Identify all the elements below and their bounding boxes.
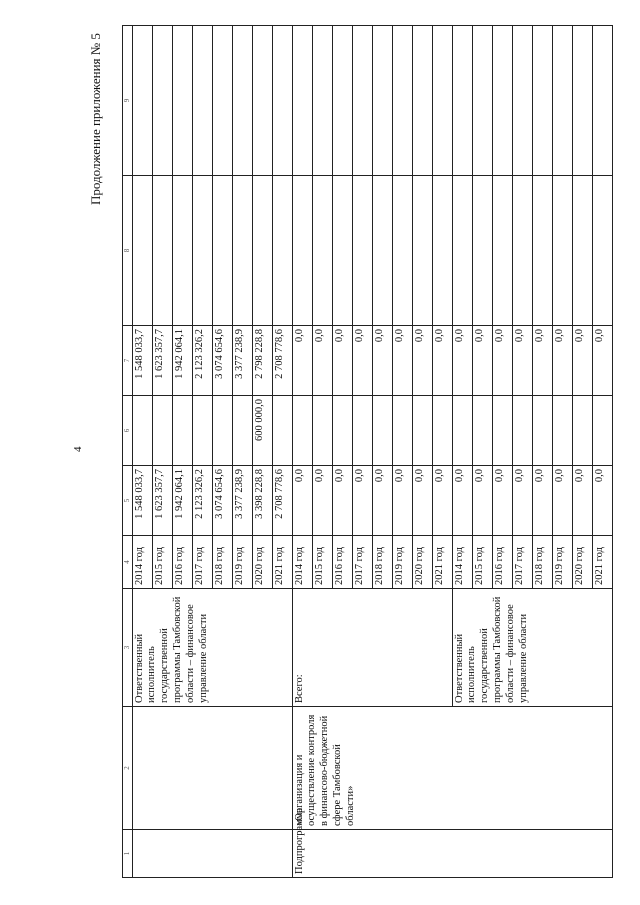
other-amount-cell xyxy=(132,26,152,176)
program-label-cell xyxy=(132,830,292,878)
federal-amount-cell xyxy=(192,396,212,466)
regional-amount-cell: 0,0 xyxy=(412,326,432,396)
column-number-row xyxy=(123,26,133,878)
column-number: 8 xyxy=(123,176,133,326)
local-amount-cell xyxy=(352,176,372,326)
regional-amount-cell: 1 548 033,7 xyxy=(132,326,152,396)
year-cell: 2021 год xyxy=(272,536,292,589)
other-amount-cell xyxy=(152,26,172,176)
local-amount-cell xyxy=(372,176,392,326)
column-number: 3 xyxy=(123,589,133,707)
local-amount-cell xyxy=(172,176,192,326)
local-amount-cell xyxy=(512,176,532,326)
table-row xyxy=(132,26,152,878)
year-cell: 2018 год xyxy=(372,536,392,589)
regional-amount-cell: 1 623 357,7 xyxy=(152,326,172,396)
budget-table xyxy=(122,25,613,878)
other-amount-cell xyxy=(572,26,592,176)
local-amount-cell xyxy=(432,176,452,326)
total-amount-cell: 0,0 xyxy=(572,466,592,536)
other-amount-cell xyxy=(312,26,332,176)
budget-table-container xyxy=(122,26,625,878)
local-amount-cell xyxy=(532,176,552,326)
regional-amount-cell: 0,0 xyxy=(332,326,352,396)
column-number: 1 xyxy=(123,830,133,878)
other-amount-cell xyxy=(392,26,412,176)
total-amount-cell: 0,0 xyxy=(312,466,332,536)
other-amount-cell xyxy=(532,26,552,176)
federal-amount-cell xyxy=(532,396,552,466)
total-amount-cell: 1 548 033,7 xyxy=(132,466,152,536)
other-amount-cell xyxy=(452,26,472,176)
program-name-cell xyxy=(132,707,292,830)
year-cell: 2021 год xyxy=(592,536,612,589)
page-number: 4 xyxy=(72,446,84,452)
other-amount-cell xyxy=(252,26,272,176)
other-amount-cell xyxy=(512,26,532,176)
executor-cell: Ответственный исполнитель государственной программы Тамбовской области – финансовое управление области xyxy=(132,589,292,707)
federal-amount-cell xyxy=(352,396,372,466)
year-cell: 2016 год xyxy=(492,536,512,589)
federal-amount-cell xyxy=(212,396,232,466)
total-amount-cell: 0,0 xyxy=(452,466,472,536)
other-amount-cell xyxy=(212,26,232,176)
year-cell: 2014 год xyxy=(132,536,152,589)
federal-amount-cell xyxy=(272,396,292,466)
total-amount-cell: 0,0 xyxy=(552,466,572,536)
local-amount-cell xyxy=(212,176,232,326)
federal-amount-cell xyxy=(512,396,532,466)
other-amount-cell xyxy=(372,26,392,176)
year-cell: 2017 год xyxy=(512,536,532,589)
regional-amount-cell: 0,0 xyxy=(432,326,452,396)
year-cell: 2018 год xyxy=(532,536,552,589)
total-amount-cell: 0,0 xyxy=(372,466,392,536)
other-amount-cell xyxy=(272,26,292,176)
regional-amount-cell: 0,0 xyxy=(492,326,512,396)
appendix-continuation-heading: Продолжение приложения № 5 xyxy=(88,33,103,205)
regional-amount-cell: 0,0 xyxy=(472,326,492,396)
table-row xyxy=(292,26,312,878)
federal-amount-cell xyxy=(232,396,252,466)
local-amount-cell xyxy=(192,176,212,326)
regional-amount-cell: 0,0 xyxy=(372,326,392,396)
other-amount-cell xyxy=(492,26,512,176)
year-cell: 2017 год xyxy=(352,536,372,589)
total-amount-cell: 0,0 xyxy=(492,466,512,536)
total-amount-cell: 0,0 xyxy=(472,466,492,536)
subprogram-label-cell: Подпрограмма xyxy=(292,830,612,878)
local-amount-cell xyxy=(272,176,292,326)
local-amount-cell xyxy=(492,176,512,326)
other-amount-cell xyxy=(232,26,252,176)
local-amount-cell xyxy=(592,176,612,326)
total-amount-cell: 2 123 326,2 xyxy=(192,466,212,536)
other-amount-cell xyxy=(552,26,572,176)
year-cell: 2015 год xyxy=(152,536,172,589)
total-amount-cell: 0,0 xyxy=(532,466,552,536)
regional-amount-cell: 2 708 778,6 xyxy=(272,326,292,396)
executor-cell: Ответственный исполнитель государственной программы Тамбовской области – финансовое управление области xyxy=(452,589,612,707)
federal-amount-cell xyxy=(312,396,332,466)
year-cell: 2020 год xyxy=(412,536,432,589)
federal-amount-cell xyxy=(472,396,492,466)
local-amount-cell xyxy=(412,176,432,326)
total-amount-cell: 1 942 064,1 xyxy=(172,466,192,536)
other-amount-cell xyxy=(332,26,352,176)
regional-amount-cell: 3 377 238,9 xyxy=(232,326,252,396)
regional-amount-cell: 0,0 xyxy=(392,326,412,396)
federal-amount-cell xyxy=(412,396,432,466)
federal-amount-cell xyxy=(492,396,512,466)
regional-amount-cell: 0,0 xyxy=(592,326,612,396)
other-amount-cell xyxy=(172,26,192,176)
regional-amount-cell: 0,0 xyxy=(352,326,372,396)
column-number: 6 xyxy=(123,396,133,466)
other-amount-cell xyxy=(592,26,612,176)
total-amount-cell: 3 377 238,9 xyxy=(232,466,252,536)
total-amount-cell: 2 708 778,6 xyxy=(272,466,292,536)
year-cell: 2019 год xyxy=(232,536,252,589)
local-amount-cell xyxy=(252,176,272,326)
year-cell: 2014 год xyxy=(292,536,312,589)
federal-amount-cell xyxy=(292,396,312,466)
regional-amount-cell: 3 074 654,6 xyxy=(212,326,232,396)
total-amount-cell: 0,0 xyxy=(352,466,372,536)
federal-amount-cell xyxy=(552,396,572,466)
total-amount-cell: 0,0 xyxy=(592,466,612,536)
regional-amount-cell: 0,0 xyxy=(552,326,572,396)
column-number: 5 xyxy=(123,466,133,536)
year-cell: 2016 год xyxy=(172,536,192,589)
federal-amount-cell xyxy=(152,396,172,466)
federal-amount-cell xyxy=(392,396,412,466)
local-amount-cell xyxy=(452,176,472,326)
year-cell: 2019 год xyxy=(552,536,572,589)
federal-amount-cell xyxy=(132,396,152,466)
regional-amount-cell: 0,0 xyxy=(292,326,312,396)
total-amount-cell: 1 623 357,7 xyxy=(152,466,172,536)
federal-amount-cell xyxy=(332,396,352,466)
regional-amount-cell: 0,0 xyxy=(312,326,332,396)
regional-amount-cell: 0,0 xyxy=(532,326,552,396)
regional-amount-cell: 2 123 326,2 xyxy=(192,326,212,396)
subprogram-name-cell: «Организация и осуществление контроля в финансово-бюджетной сфере Тамбовской области» xyxy=(292,707,612,830)
regional-amount-cell: 0,0 xyxy=(572,326,592,396)
local-amount-cell xyxy=(152,176,172,326)
local-amount-cell xyxy=(392,176,412,326)
other-amount-cell xyxy=(192,26,212,176)
federal-amount-cell xyxy=(432,396,452,466)
column-number: 7 xyxy=(123,326,133,396)
other-amount-cell xyxy=(432,26,452,176)
total-amount-cell: 0,0 xyxy=(512,466,532,536)
local-amount-cell xyxy=(472,176,492,326)
column-number: 2 xyxy=(123,707,133,830)
other-amount-cell xyxy=(472,26,492,176)
year-cell: 2021 год xyxy=(432,536,452,589)
total-label-cell: Всего: xyxy=(292,589,452,707)
local-amount-cell xyxy=(332,176,352,326)
year-cell: 2019 год xyxy=(392,536,412,589)
total-amount-cell: 0,0 xyxy=(292,466,312,536)
total-amount-cell: 0,0 xyxy=(332,466,352,536)
local-amount-cell xyxy=(572,176,592,326)
year-cell: 2020 год xyxy=(572,536,592,589)
local-amount-cell xyxy=(312,176,332,326)
federal-amount-cell xyxy=(452,396,472,466)
year-cell: 2015 год xyxy=(312,536,332,589)
total-amount-cell: 3 398 228,8 xyxy=(252,466,272,536)
other-amount-cell xyxy=(412,26,432,176)
regional-amount-cell: 2 798 228,8 xyxy=(252,326,272,396)
local-amount-cell xyxy=(552,176,572,326)
federal-amount-cell xyxy=(172,396,192,466)
federal-amount-cell xyxy=(592,396,612,466)
regional-amount-cell: 0,0 xyxy=(452,326,472,396)
year-cell: 2017 год xyxy=(192,536,212,589)
federal-amount-cell xyxy=(572,396,592,466)
year-cell: 2016 год xyxy=(332,536,352,589)
other-amount-cell xyxy=(352,26,372,176)
local-amount-cell xyxy=(132,176,152,326)
year-cell: 2020 год xyxy=(252,536,272,589)
regional-amount-cell: 1 942 064,1 xyxy=(172,326,192,396)
column-number: 9 xyxy=(123,26,133,176)
column-number: 4 xyxy=(123,536,133,589)
federal-amount-cell: 600 000,0 xyxy=(252,396,272,466)
other-amount-cell xyxy=(292,26,312,176)
year-cell: 2018 год xyxy=(212,536,232,589)
federal-amount-cell xyxy=(372,396,392,466)
table-body xyxy=(132,26,612,878)
total-amount-cell: 0,0 xyxy=(392,466,412,536)
total-amount-cell: 0,0 xyxy=(412,466,432,536)
year-cell: 2014 год xyxy=(452,536,472,589)
total-amount-cell: 3 074 654,6 xyxy=(212,466,232,536)
local-amount-cell xyxy=(232,176,252,326)
total-amount-cell: 0,0 xyxy=(432,466,452,536)
year-cell: 2015 год xyxy=(472,536,492,589)
local-amount-cell xyxy=(292,176,312,326)
regional-amount-cell: 0,0 xyxy=(512,326,532,396)
